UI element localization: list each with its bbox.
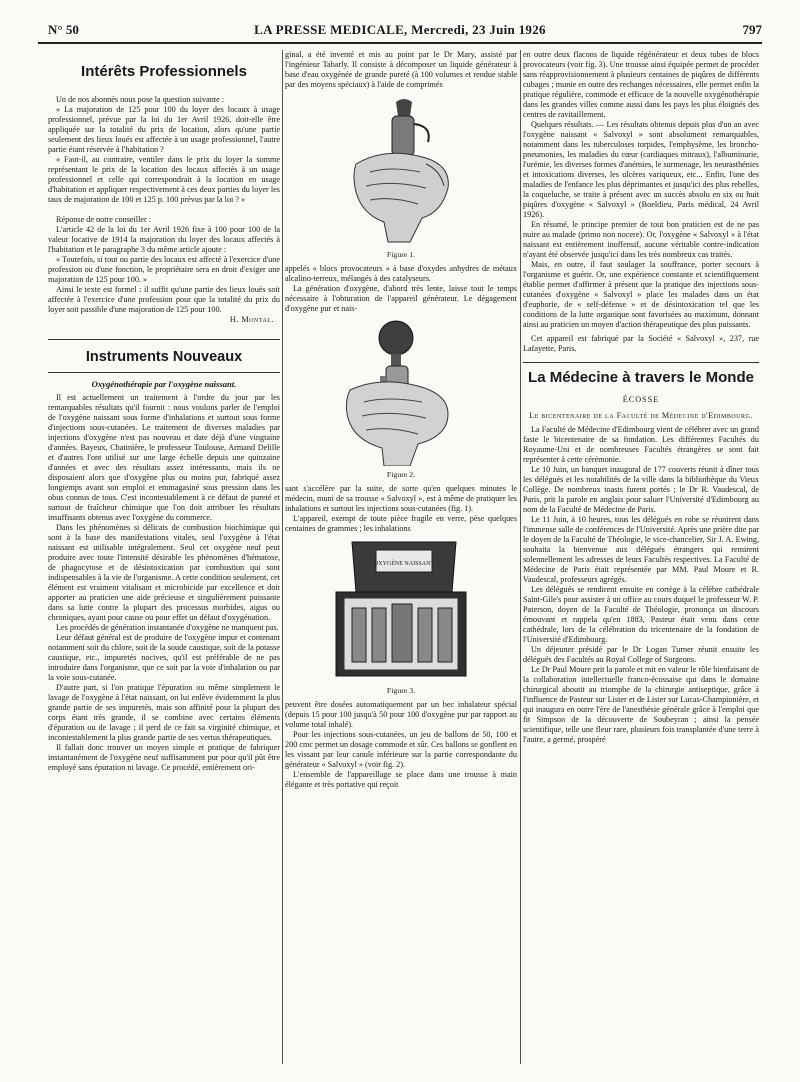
column-3: [523, 50, 759, 745]
paragraph: D'autre part, si l'on pratique l'épuration ou même simplement le lavage de l'oxygène à l'état naissant, on lui enlève évidemment la plus grande partie de ses impuretés, mais son affinité pour la plupart des corps étant très grande, il se combine avec certains éléments d'épuration ou de lavage ; il perd de ce fait sa virginité chimique, et incontestablement la plus grande partie de ses vertus thérapeutiques.: [48, 683, 280, 742]
column-divider: [520, 50, 521, 1064]
paragraph: « La majoration de 125 pour 100 du loyer des locaux à usage professionnel, prévue par la loi du 1er Avril 1926, doit-elle être appliquée sur la totalité du prix de location, alors qu'une partie seulement des lieux loués est affectée à un usage professionnel, l'autre partie étant réservée à l'habitation ?: [48, 105, 280, 154]
paragraph: Les délégués se rendirent ensuite en cortège à la célèbre cathédrale Saint-Gile's pour assister à un office au cours duquel le professeur W. P. Paterson, doyen de la Faculté de Théologie, prononça un discours émouvant et rappela qu'en 1883, Pasteur était venu dans cette cathédrale, lors de la célébration du tricentenaire de la fondation de l'Université d'Edimbourg.: [523, 585, 759, 644]
paragraph: appelés « blocs provocateurs » à base d'oxydes anhydres de métaux alcalino-terreux, mélangés à des catalyseurs.: [285, 264, 517, 283]
issue-number: N° 50: [48, 22, 79, 37]
paragraph: « Faut-il, au contraire, ventiler dans le prix du loyer la somme représentant le prix de la location des locaux affectés à un usage professionnel et celle qui correspondrait à la location en usage d'habitation et appliquer respectivement à ces deux parties du loyer les taux de majoration de 100 et 125 p. 100 prévus par la loi ? »: [48, 155, 280, 204]
figure-1-caption: Figure 1.: [386, 250, 416, 259]
section-heading-medecine: La Médecine à travers le Monde: [528, 369, 754, 386]
column-2: [285, 50, 517, 790]
paragraph: sant s'accélère par la suite, de sorte qu'en quelques minutes le médecin, muni de sa trousse « Salvoxyl », est à même de pratiquer les inhalations et surtout les injections sous-cutanées (fig. 1).: [285, 484, 517, 513]
paragraph: Leur défaut général est de produire de l'oxygène impur et contenant notamment soit du chlore, soit de la soude caustique, soit de la potasse caustique, etc., impuretés nocives, qu'il est préférable de ne pas introduire dans l'organisme, que ce soit par la voie d'inhalation ou par la voie sous-cutanée.: [48, 633, 280, 682]
page-number: 797: [742, 22, 762, 37]
journal-title: LA PRESSE MEDICALE, Mercredi, 23 Juin 1926: [254, 22, 546, 37]
article-subtitle: Oxygénothérapie par l'oxygène naissant.: [91, 379, 237, 389]
paragraph: Pour les injections sous-cutanées, un jeu de ballons de 50, 100 et 200 cmc permet un dosage commode et sûr. Ces ballons se gonflent en les vissant par leur canule inférieure sur la partie correspondante du générateur « Salvoxyl » (voir fig. 2).: [285, 730, 517, 769]
section-heading-interets: Intérêts Professionnels: [81, 63, 247, 80]
paragraph: En résumé, le principe premier de tout bon praticien est de ne pas nuire au malade (primo non nocere). Or, l'oxygène « Salvoxyl » à l'état naissant est entièrement inoffensif, aucune véritable contre-indication n'ayant été observée jusqu'ici dans les très nombreux cas traités.: [523, 220, 759, 259]
paragraph: Cet appareil est fabriqué par la Société « Salvoxyl », 237, rue Lafayette, Paris.: [523, 334, 759, 353]
section-rule: [48, 372, 280, 373]
paragraph: La Faculté de Médecine d'Edimbourg vient de célébrer avec un grand faste le bicentenaire de sa fondation. Les différentes Facultés du Royaume-Uni et de nombreuses Facultés étrangères se sont fait représenter à cette cérémonie.: [523, 425, 759, 464]
column-1: [48, 50, 280, 773]
header-rule: [38, 42, 762, 44]
paragraph: Il fallait donc trouver un moyen simple et pratique de fabriquer instantanément de l'oxygène neuf suffisamment pur pour qu'il pût être employé sans épuration ni lavage. Ce procédé, entièrement ori-: [48, 743, 280, 772]
paragraph: « Toutefois, si tout ou partie des locaux est affecté à l'exercice d'une profession ou d'une fonction, le propriétaire sera en droit d'exiger une majoration de 125 pour 100. »: [48, 255, 280, 284]
section-rule: [523, 362, 759, 363]
author-signature: H. Montal.: [229, 315, 274, 324]
paragraph: Il est actuellement un traitement à l'ordre du jour par les remarquables résultats qu'il fournit : nous voulons parler de l'emploi de l'oxygène naissant sous forme d'inhalations et surtout sous forme d'injections sous-cutanées. Le traitement de diverses maladies par injections d'oxygène n'est pas nouveau et date déjà d'une vingtaine d'années. Bayeux, Chatinière, le professeur Toulouse, Armand Delille et d'autres l'ont utilisé sur une large échelle depuis une quinzaine d'années et avec des résultats assez intéressants, mais ils ne disposaient alors que d'oxygène plus ou moins pur, fabriqué assez longtemps avant son emploi et emmagasiné sous pression dans les obus connus de tous. C'est incontestablement à ce défaut de pureté et surtout de fraîcheur chimique que l'on doit attribuer les résultats insuffisants obtenus avec l'oxygène du commerce.: [48, 393, 280, 522]
section-rule: [48, 339, 280, 340]
paragraph: Les procédés de génération instantanée d'oxygène ne manquent pas.: [56, 623, 279, 632]
paragraph: Dans les phénomènes si délicats de combustion biochimique qui sont à la base des manifestations vitales, seul l'oxygène à l'état naissant est utilisable intégralement. Seul cet oxygène neuf peut produire avec toute l'intensité désirable les phénomènes d'hématose, de phagocytose et de désintoxication par combustion qui sont indispensables à la vie de l'organisme. A cette condition seulement, cet élément est vraiment vitalisant et microbicide par excellence et doit apporter au praticien une aide précieuse et singulièrement puissante dans sa lutte contre la plupart des processus morbides, aigus ou chroniques, ayant pour cause ou pour effet un défaut d'oxygénation.: [48, 523, 280, 622]
figure-3-illustration: [316, 538, 486, 682]
paragraph: Un de nos abonnés nous pose la question suivante :: [56, 95, 225, 104]
figure-2: [285, 318, 517, 466]
paragraph: Réponse de notre conseiller :: [56, 215, 152, 224]
figure-2-caption: Figure 2.: [386, 470, 416, 479]
section-heading-instruments: Instruments Nouveaux: [85, 349, 243, 365]
paragraph: Ainsi le texte est formel : il suffit qu'une partie des lieux loués soit affectée à l'exercice d'une profession pour que la totalité du prix du loyer soit passible d'une majoration de 125 pour 100.: [48, 285, 280, 314]
paragraph: en outre deux flacons de liquide régénérateur et deux tubes de blocs provocateurs (voir fig. 3). Une trousse ainsi équipée permet de procéder sans réapprovisionnement à plusieurs centaines de piqûres de différents cubages ; munie en outre des rechanges nécessaires, elle permet enfin la pratique régulière, commode et efficace de la nouvelle oxygénothérapie dans les grandes villes comme aussi dans les pays les plus éloignés des centres de ravitaillement.: [523, 50, 759, 119]
paragraph: Quelques résultats. — Les résultats obtenus depuis plus d'un an avec l'oxygène naissant « Salvoxyl » sont absolument remarquables, notamment dans les tuberculoses torpides, l'emphysème, les broncho-pneumonies, les maladies du cœur (cardiaques mitraux), l'albuminurie, l'urémie, les diverses formes d'anémies, le surmenage, les neurasthénies et intoxications diverses, les ulcères variqueux, etc... Enfin, l'une des maladies de l'enfance les plus déprimantes et jusqu'ici des plus rebelles, la coqueluche, se traite à présent avec un succès absolu en six ou huit piqûres d'oxygène « Salvoxyl » (Boeldieu, Paris médical, 24 Avril 1926).: [523, 120, 759, 219]
figure-1: [285, 94, 517, 246]
running-header: [38, 22, 762, 42]
country-heading: ÉCOSSE: [622, 395, 660, 404]
paragraph: L'appareil, exempt de toute pièce fragile en verre, pèse quelques centaines de grammes ; les inhalations: [285, 514, 517, 533]
paragraph: Le 11 Juin, à 10 heures, tous les délégués en robe se réunirent dans l'immense salle de conférences de l'Université. Après une prière dite par le doyen de la Faculté de Théologie, le vice-chancelier, Sir J. A. Ewing, souhaita la bienvenue aux délégués étrangers qui remirent solennellement les adresses de leurs Facultés respectives. La Faculté de Médecine de Paris était représentée par MM. Paul Moure et R. Vaudescal, professeurs agrégés.: [523, 515, 759, 584]
article-subheading: Le bicentenaire de la Faculté de Médecine d'Edimbourg.: [529, 411, 753, 420]
column-divider: [282, 50, 283, 1064]
figure-3-caption: Figure 3.: [386, 686, 416, 695]
paragraph: Mais, en outre, il faut soulager la souffrance, porter secours à l'organisme et guérir. Or, une expérience constante et scientifiquement établie permet d'affirmer à présent que la pratique des injections sous-cutanées d'oxygène « Salvoxyl » place les malades dans un état d'euphorie, de « self-défense » et de désintoxication tel que les conditions de la lutte organique sont favorisées au maximum, donnant ainsi au praticien un moyen d'action thérapeutique des plus puissants.: [523, 260, 759, 329]
paragraph: L'ensemble de l'appareillage se place dans une trousse à main élégante et très portative qui reçoit: [285, 770, 517, 789]
paragraph: peuvent être dosées automatiquement par un bec inhalateur spécial (depuis 15 pour 100 jusqu'à 50 pour 100 d'oxygène pur par rapport au volume total inhalé).: [285, 700, 517, 729]
figure-3: [285, 538, 517, 682]
figure-3-box-label: OXYGÈNE NAISSANT: [373, 561, 435, 567]
figure-1-illustration: [326, 94, 476, 246]
paragraph: Un déjeuner présidé par le Dr Logan Turner réunit ensuite les délégués des Facultés au Royal College of Surgeons.: [523, 645, 759, 664]
paragraph: Le Dr Paul Moure prit la parole et mit en valeur le rôle bienfaisant de la collaboration intellectuelle franco-écossaise qui dans le domaine chirurgical aboutit au triomphe de la chirurgie antiseptique, grâce à l'influence de Pasteur sur Lister et de Lister sur Lucas-Championière, et qui inaugura en outre l'ère de l'anesthésie générale grâce à l'emploi que fit Simpson de la découverte de Soubeyran ; ainsi la pensée scientifique, telle une fleur rare, plusieurs fois transplantée d'une terre à l'autre, a germé, prospéré: [523, 665, 759, 744]
paragraph: La génération d'oxygène, d'abord très lente, laisse tout le temps nécessaire à l'obturation de l'appareil générateur. Le dégagement d'oxygène pur et nais-: [285, 284, 517, 313]
paragraph: Le 10 Juin, un banquet inaugural de 177 couverts réunit à dîner tous les délégués et les notabilités de la ville dans la bibliothèque du Vieux Collège. De nombreux toasts furent portés ; le Dr R. Vaudescal, de Paris, prit la parole en anglais pour saluer l'Université d'Edimbourg au nom de la Faculté de Médecine de Paris.: [523, 465, 759, 514]
figure-2-illustration: [326, 318, 476, 466]
paragraph: ginal, a été inventé et mis au point par le Dr Mary, assisté par l'ingénieur Tabarly. Il consiste à décomposer un liquide générateur à base d'eau oxygénée de grande pureté (à 100 volumes et rendue stable par des moyens spéciaux) à l'aide de comprimés: [285, 50, 517, 89]
paragraph: L'article 42 de la loi du 1er Avril 1926 fixe à 100 pour 100 de la valeur locative de 1914 la majoration du loyer des locaux affectés à l'habitation et le paragraphe 3 du même article ajoute :: [48, 225, 280, 254]
